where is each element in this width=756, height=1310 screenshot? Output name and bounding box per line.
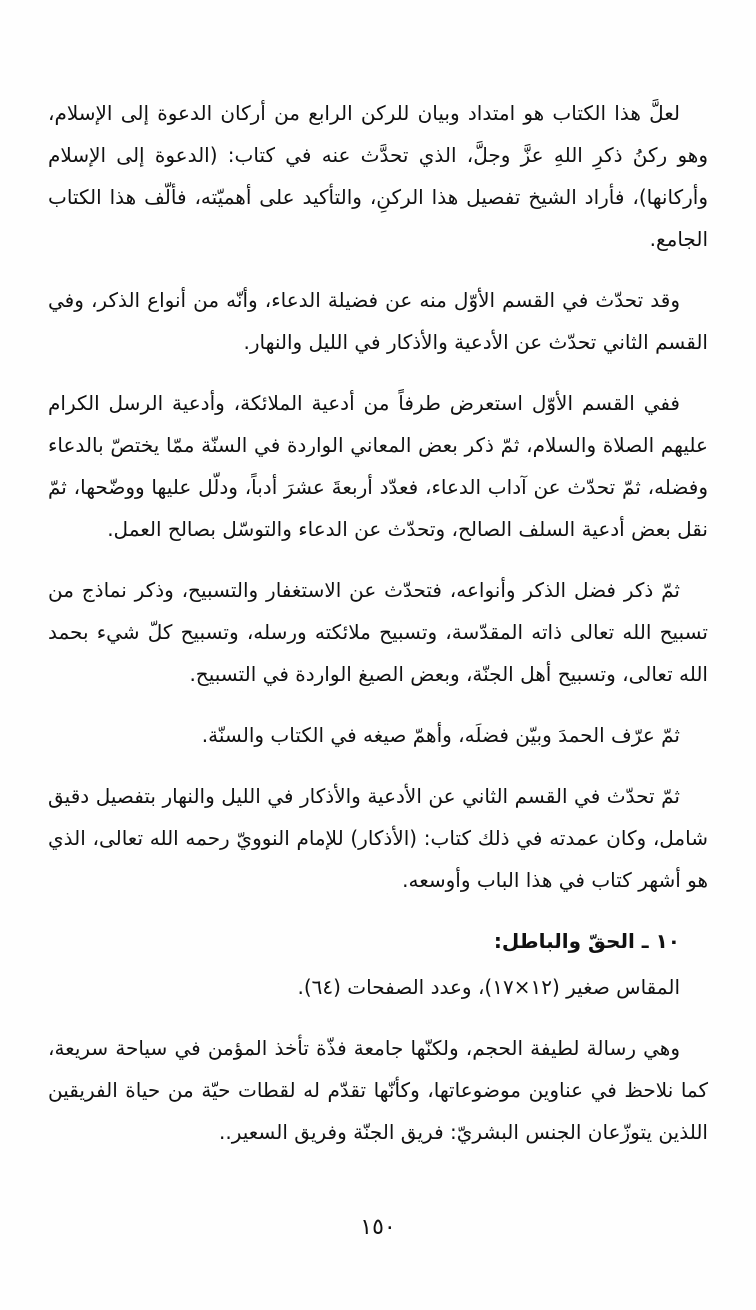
paragraph-first-section: ففي القسم الأوّل استعرض طرفاً من أدعية الملائكة، وأدعية الرسل الكرام عليهم الصلاة والسلام، ثمّ ذكر بعض المعاني الواردة في السنّة ممّا يختصّ بالدعاء وفضله، ثمّ تحدّث عن آداب الدعاء، فعدّد أربعةَ عشرَ أدباً، ودلّل عليها ووضّحها، ثمّ نقل بعض أدعية السلف الصالح، وتحدّث عن الدعاء والتوسّل بصالح العمل. xyxy=(48,391,708,541)
paragraph-sections-overview: وقد تحدّث في القسم الأوّل منه عن فضيلة الدعاء، وأنّه من أنواع الذكر، وفي القسم الثاني تحدّث عن الأدعية والأذكار في الليل والنهار. xyxy=(48,288,708,354)
paragraph-second-section: ثمّ تحدّث في القسم الثاني عن الأدعية والأذكار في الليل والنهار بتفصيل دقيق شامل، وكان عمدته في ذلك كتاب: (الأذكار) للإمام النوويّ رحمه الله تعالى، الذي هو أشهر كتاب في هذا الباب وأوسعه. xyxy=(48,784,708,892)
page-number: ١٥٠ xyxy=(360,1215,396,1240)
book-size-line: المقاس صغير (١٢×١٧)، وعدد الصفحات (٦٤). xyxy=(297,975,680,999)
book-description: وهي رسالة لطيفة الحجم، ولكنّها جامعة فذّة تأخذ المؤمن في سياحة سريعة، كما نلاحظ في عناوين موضوعاتها، وكأنّها تقدّم له لقطات حيّة من حياة الفريقين اللذين يتوزّعان الجنس البشريّ: فريق الجنّة وفريق السعير.. xyxy=(48,1036,708,1144)
paragraph-dhikr: ثمّ ذكر فضل الذكر وأنواعه، فتحدّث عن الاستغفار والتسبيح، وذكر نماذج من تسبيح الله تعالى ذاته المقدّسة، وتسبيح ملائكته ورسله، وتسبيح كلّ شيء بحمد الله تعالى، وتسبيح أهل الجنّة، وبعض الصيغ الواردة في التسبيح. xyxy=(48,578,708,686)
section-heading: ١٠ ـ الحقّ والباطل: xyxy=(493,929,680,953)
paragraph-intro: لعلَّ هذا الكتاب هو امتداد وبيان للركن الرابع من أركان الدعوة إلى الإسلام، وهو ركنُ ذكرِ اللهِ عزَّ وجلَّ، الذي تحدَّث عنه في كتاب: (الدعوة إلى الإسلام وأركانها)، فأراد الشيخ تفصيل هذا الركنِ، والتأكيد على أهميّته، فألّف هذا الكتاب الجامع. xyxy=(48,101,708,251)
paragraph-hamd: ثمّ عرّف الحمدَ وبيّن فضلَه، وأهمّ صيغه في الكتاب والسنّة. xyxy=(201,723,680,747)
page-body xyxy=(48,92,708,1172)
